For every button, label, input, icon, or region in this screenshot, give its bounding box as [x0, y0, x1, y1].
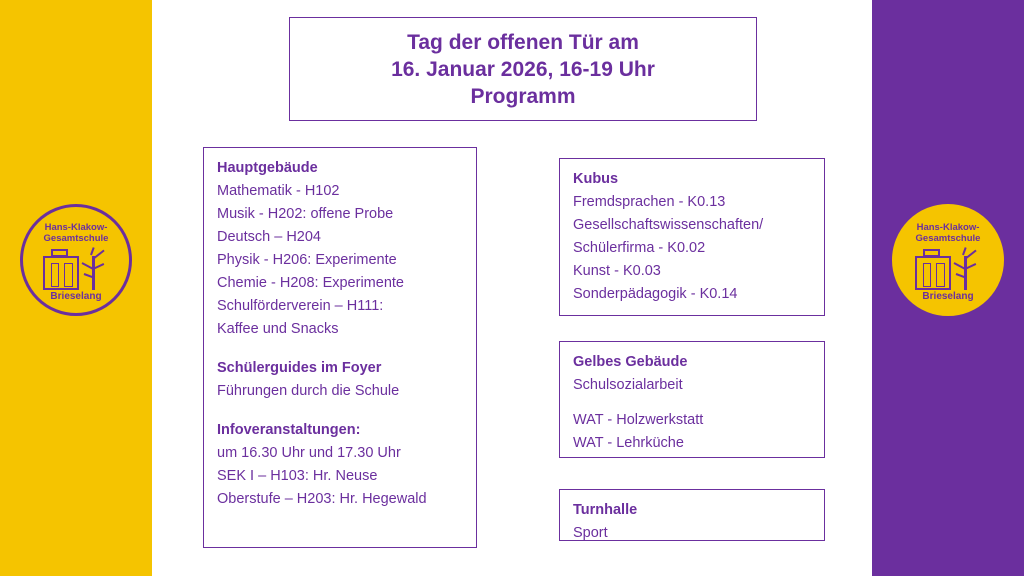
gelbes-gebaeude-header: Gelbes Gebäude	[573, 354, 688, 370]
list-item: Gesellschaftswissenschaften/	[573, 217, 764, 233]
school-logo-left-place: Brieselang	[50, 291, 102, 302]
list-item: Schulförderverein – H111:	[217, 298, 384, 314]
school-building-tree-icon	[39, 246, 113, 290]
gelbes-gebaeude-box	[559, 341, 825, 458]
list-item: Mathematik - H102	[217, 183, 340, 199]
list-item: Fremdsprachen - K0.13	[573, 194, 726, 210]
schuelerguides-header: Schülerguides im Foyer	[217, 360, 382, 376]
school-logo-left-name-line2: Gesamtschule	[43, 233, 109, 244]
list-item: WAT - Lehrküche	[573, 435, 684, 451]
list-item: WAT - Holzwerkstatt	[573, 412, 704, 428]
list-item: Musik - H202: offene Probe	[217, 206, 394, 222]
list-item: Physik - H206: Experimente	[217, 252, 397, 268]
title-box	[289, 17, 757, 121]
title-line-2: 16. Januar 2026, 16-19 Uhr	[391, 57, 655, 81]
school-logo-right-name	[916, 222, 981, 244]
list-item: Kunst - K0.03	[573, 263, 661, 279]
list-item: Chemie - H208: Experimente	[217, 275, 404, 291]
turnhalle-box	[559, 489, 825, 541]
section-spacer	[217, 403, 463, 419]
list-item: Deutsch – H204	[217, 229, 321, 245]
section-spacer	[217, 341, 463, 357]
list-item: Schulsozialarbeit	[573, 377, 683, 393]
list-item: um 16.30 Uhr und 17.30 Uhr	[217, 445, 401, 461]
school-logo-left	[20, 204, 132, 316]
title-line-3: Programm	[470, 84, 576, 108]
title-line-1: Tag der offenen Tür am	[407, 30, 639, 54]
kubus-box	[559, 158, 825, 316]
list-item: Sport	[573, 525, 608, 541]
school-logo-left-name	[44, 222, 109, 244]
hauptgebaeude-box	[203, 147, 477, 548]
school-building-tree-icon	[911, 246, 985, 290]
list-item: Führungen durch die Schule	[217, 383, 400, 399]
school-logo-right-name-line1: Hans-Klakow-	[916, 222, 980, 233]
list-item: Oberstufe – H203: Hr. Hegewald	[217, 491, 427, 507]
list-item: Schülerfirma - K0.02	[573, 240, 706, 256]
infoveranstaltungen-header: Infoveranstaltungen:	[217, 422, 361, 438]
list-item: Sonderpädagogik - K0.14	[573, 286, 738, 302]
list-item: SEK I – H103: Hr. Neuse	[217, 468, 378, 484]
turnhalle-header: Turnhalle	[573, 502, 638, 518]
school-logo-right	[892, 204, 1004, 316]
kubus-header: Kubus	[573, 171, 619, 187]
school-logo-right-name-line2: Gesamtschule	[915, 233, 981, 244]
section-spacer	[573, 397, 811, 409]
list-item: Kaffee und Snacks	[217, 321, 339, 337]
hauptgebaeude-header: Hauptgebäude	[217, 160, 318, 176]
school-logo-right-place: Brieselang	[922, 291, 974, 302]
school-logo-left-name-line1: Hans-Klakow-	[44, 222, 108, 233]
